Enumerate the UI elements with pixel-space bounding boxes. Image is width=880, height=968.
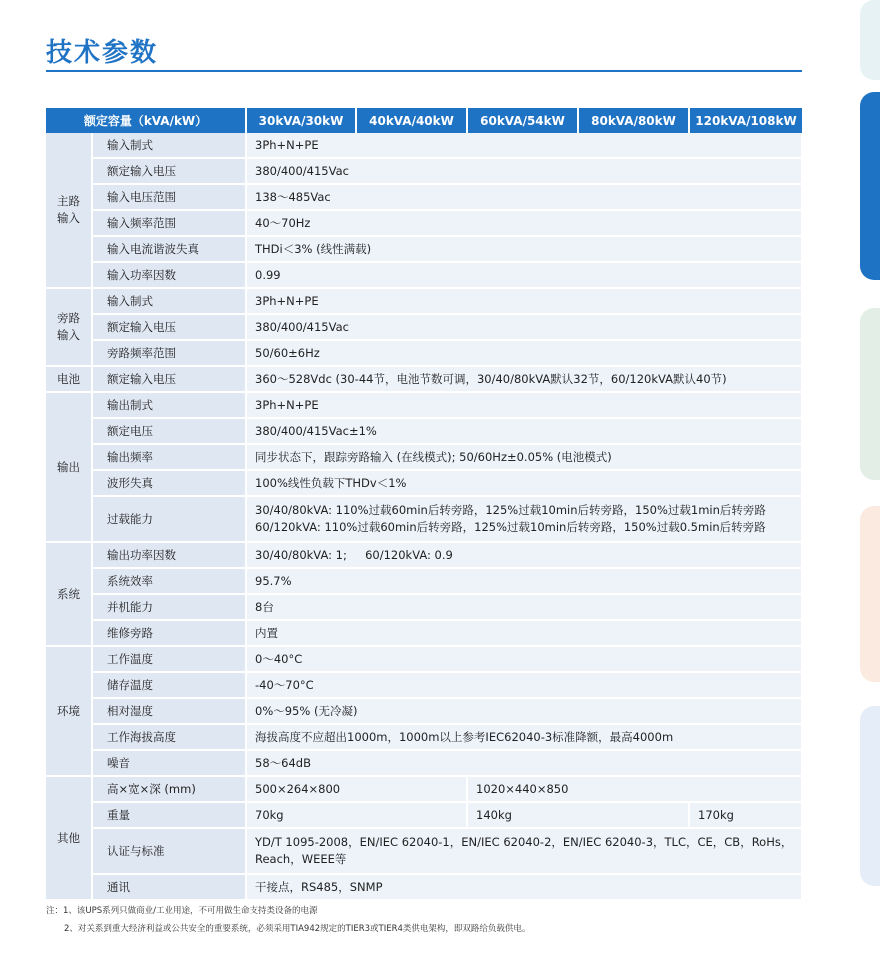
- row-value: 170kg: [689, 802, 802, 828]
- row-label: 相对湿度: [92, 698, 246, 724]
- footnote-2: 2、对关系到重大经济利益或公共安全的重要系统，必须采用TIA942规定的TIER3或TIER4类供电架构，即双路给负载供电。: [64, 924, 531, 934]
- row-value: 138～485Vac: [246, 184, 802, 210]
- side-tab-active[interactable]: [860, 92, 880, 280]
- row-value: [246, 496, 802, 542]
- row-label: 重量: [92, 802, 246, 828]
- row-label: 额定输入电压: [92, 366, 246, 392]
- table-row: [46, 444, 802, 470]
- table-row: [46, 340, 802, 366]
- row-value: 8台: [246, 594, 802, 620]
- table-row: [46, 724, 802, 750]
- side-tab[interactable]: [860, 706, 880, 886]
- title-divider: [46, 70, 802, 72]
- table-row: [46, 496, 802, 542]
- cert-line-2: Reach，WEEE等: [255, 852, 347, 866]
- table-row: [46, 750, 802, 776]
- row-value: 500×264×800: [246, 776, 467, 802]
- row-value: 海拔高度不应超出1000m，1000m以上参考IEC62040-3标准降额，最高4000m: [246, 724, 802, 750]
- table-row: [46, 392, 802, 418]
- table-row: [46, 542, 802, 568]
- row-label: 额定输入电压: [92, 158, 246, 184]
- group-battery: 电池: [46, 366, 92, 392]
- row-label: 认证与标准: [92, 828, 246, 874]
- table-row: [46, 802, 802, 828]
- side-tab[interactable]: [860, 308, 880, 480]
- table-row: [46, 262, 802, 288]
- footnotes: [46, 902, 530, 938]
- row-label: 工作温度: [92, 646, 246, 672]
- table-row: [46, 236, 802, 262]
- row-label: 输入电压范围: [92, 184, 246, 210]
- row-value: 50/60±6Hz: [246, 340, 802, 366]
- table-row: [46, 158, 802, 184]
- header-col: 80kVA/80kW: [578, 108, 689, 133]
- row-value: 70kg: [246, 802, 467, 828]
- table-row: [46, 470, 802, 496]
- group-environment: 环境: [46, 646, 92, 776]
- table-row: [46, 620, 802, 646]
- row-value: 95.7%: [246, 568, 802, 594]
- table-row: [46, 672, 802, 698]
- table-row: [46, 288, 802, 314]
- spec-table: [46, 108, 803, 901]
- row-value: 380/400/415Vac±1%: [246, 418, 802, 444]
- footnote-1: 注：1、该UPS系列只做商业/工业用途，不可用做生命支持类设备的电源: [46, 906, 318, 916]
- row-label: 系统效率: [92, 568, 246, 594]
- row-value: 3Ph+N+PE: [246, 392, 802, 418]
- row-label: 维修旁路: [92, 620, 246, 646]
- table-row: [46, 184, 802, 210]
- row-value: 100%线性负载下THDv＜1%: [246, 470, 802, 496]
- row-label: 输出频率: [92, 444, 246, 470]
- table-row: [46, 568, 802, 594]
- row-value: 0%～95% (无冷凝): [246, 698, 802, 724]
- row-value: 0.99: [246, 262, 802, 288]
- row-value: 1020×440×850: [467, 776, 802, 802]
- table-row: [46, 776, 802, 802]
- row-label: 输出功率因数: [92, 542, 246, 568]
- row-label: 并机能力: [92, 594, 246, 620]
- row-value: 30/40/80kVA: 1; 60/120kVA: 0.9: [246, 542, 802, 568]
- side-tab[interactable]: [860, 0, 880, 80]
- header-col: 40kVA/40kW: [356, 108, 467, 133]
- header-col: 60kVA/54kW: [467, 108, 578, 133]
- header-col: 30kVA/30kW: [246, 108, 356, 133]
- row-label: 储存温度: [92, 672, 246, 698]
- cert-line-1: YD/T 1095-2008，EN/IEC 62040-1，EN/IEC 62040-2，EN/IEC 62040-3，TLC，CE，CB，RoHs，: [255, 835, 793, 849]
- row-label: 输入频率范围: [92, 210, 246, 236]
- header-col: 120kVA/108kW: [689, 108, 802, 133]
- group-system: 系统: [46, 542, 92, 646]
- row-value: 380/400/415Vac: [246, 314, 802, 340]
- table-row: [46, 594, 802, 620]
- table-row: [46, 828, 802, 874]
- row-value: THDi＜3% (线性满载): [246, 236, 802, 262]
- row-label: 波形失真: [92, 470, 246, 496]
- group-main-input: 主路输入: [46, 133, 92, 288]
- table-header-row: [46, 108, 802, 133]
- row-value: 内置: [246, 620, 802, 646]
- row-value: 同步状态下，跟踪旁路输入 (在线模式); 50/60Hz±0.05% (电池模式): [246, 444, 802, 470]
- table-row: [46, 874, 802, 900]
- row-label: 输入功率因数: [92, 262, 246, 288]
- row-value: 3Ph+N+PE: [246, 133, 802, 158]
- row-label: 过载能力: [92, 496, 246, 542]
- row-value: 140kg: [467, 802, 689, 828]
- row-label: 高×宽×深 (mm): [92, 776, 246, 802]
- row-value: 40～70Hz: [246, 210, 802, 236]
- row-value: 380/400/415Vac: [246, 158, 802, 184]
- row-value: 3Ph+N+PE: [246, 288, 802, 314]
- row-value: 干接点，RS485，SNMP: [246, 874, 802, 900]
- overload-line-1: 30/40/80kVA: 110%过载60min后转旁路，125%过载10min后转旁路，150%过载1min后转旁路: [255, 503, 766, 517]
- row-label: 额定输入电压: [92, 314, 246, 340]
- group-output: 输出: [46, 392, 92, 542]
- row-label: 通讯: [92, 874, 246, 900]
- side-tab[interactable]: [860, 506, 880, 682]
- page-title: 技术参数: [46, 38, 159, 68]
- row-label: 噪音: [92, 750, 246, 776]
- row-label: 输入制式: [92, 133, 246, 158]
- row-value: 0～40°C: [246, 646, 802, 672]
- header-rated-capacity: 额定容量（kVA/kW）: [46, 108, 246, 133]
- row-label: 输入制式: [92, 288, 246, 314]
- table-row: [46, 418, 802, 444]
- table-row: [46, 314, 802, 340]
- group-other: 其他: [46, 776, 92, 900]
- row-label: 输出制式: [92, 392, 246, 418]
- table-row: [46, 133, 802, 158]
- group-bypass-input: 旁路输入: [46, 288, 92, 366]
- table-row: [46, 698, 802, 724]
- row-value: 360～528Vdc (30-44节，电池节数可调，30/40/80kVA默认32节，60/120kVA默认40节): [246, 366, 802, 392]
- row-label: 输入电流谐波失真: [92, 236, 246, 262]
- row-value: -40～70°C: [246, 672, 802, 698]
- row-value: 58～64dB: [246, 750, 802, 776]
- table-row: [46, 210, 802, 236]
- row-value: [246, 828, 802, 874]
- overload-line-2: 60/120kVA: 110%过载60min后转旁路，125%过载10min后转旁路，150%过载0.5min后转旁路: [255, 520, 766, 534]
- row-label: 工作海拔高度: [92, 724, 246, 750]
- table-row: [46, 646, 802, 672]
- table-row: [46, 366, 802, 392]
- row-label: 额定电压: [92, 418, 246, 444]
- row-label: 旁路频率范围: [92, 340, 246, 366]
